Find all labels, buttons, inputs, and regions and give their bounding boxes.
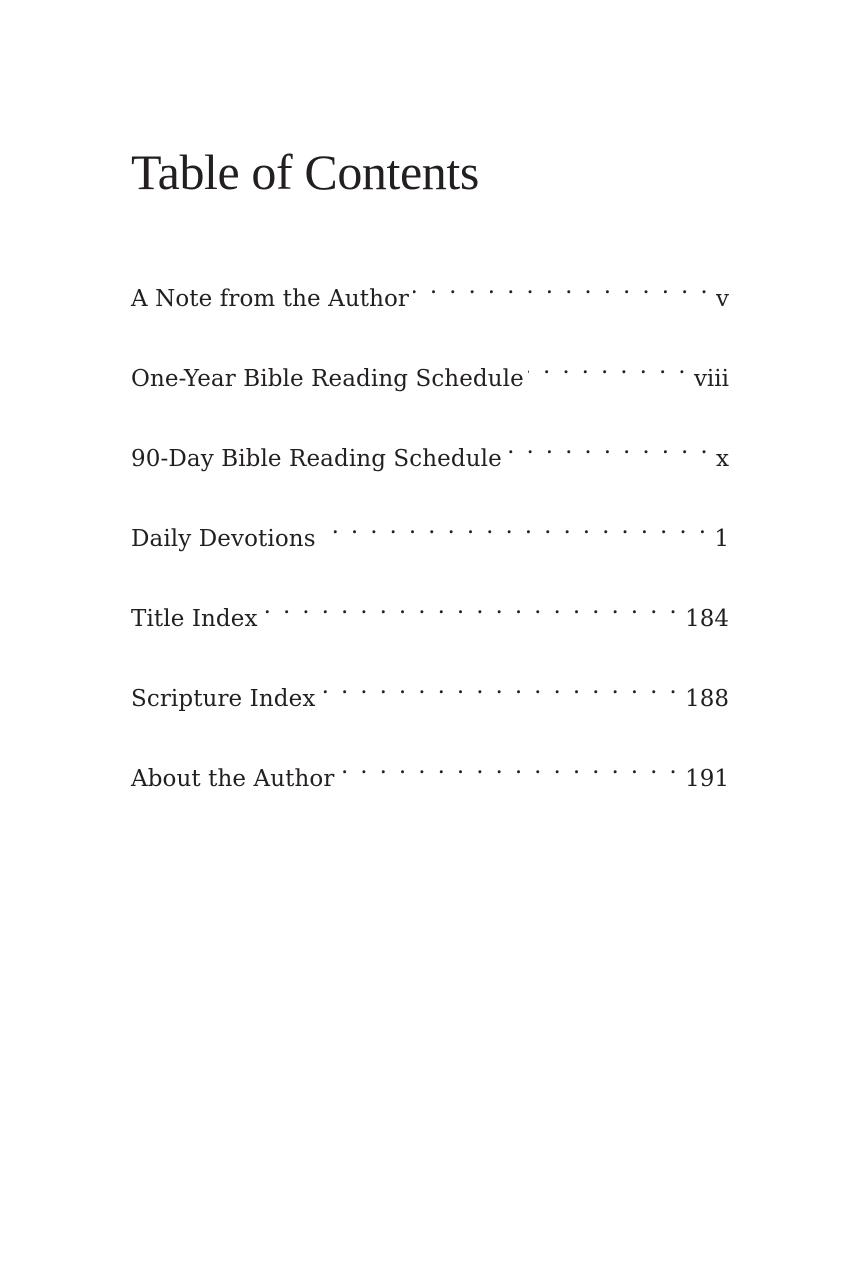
toc-entry-page-number: v <box>716 286 729 312</box>
toc-entry-label: One-Year Bible Reading Schedule <box>131 366 524 392</box>
dot-leader <box>262 586 680 626</box>
toc-entry-daily-devotions <box>131 506 729 586</box>
toc-entry-90-day-schedule <box>131 426 729 506</box>
toc-entry-label: Daily Devotions <box>131 526 316 552</box>
toc-entry-label: About the Author <box>131 766 335 792</box>
toc-entry-page-number: 184 <box>685 606 729 632</box>
toc-entry-page-number: 191 <box>685 766 729 792</box>
toc-entry-page-number: viii <box>693 366 729 392</box>
toc-entry-page-number: x <box>716 446 729 472</box>
dot-leader <box>338 746 679 786</box>
toc-list <box>131 266 729 826</box>
toc-entry-one-year-schedule <box>131 346 729 426</box>
dot-leader <box>413 266 710 306</box>
toc-entry-about-author <box>131 746 729 826</box>
dot-leader <box>320 506 709 546</box>
toc-entry-scripture-index <box>131 666 729 746</box>
toc-entry-label: Title Index <box>131 606 258 632</box>
page-title: Table of Contents <box>131 144 479 200</box>
dot-leader <box>319 666 679 706</box>
dot-leader <box>506 426 710 466</box>
toc-entry-title-index <box>131 586 729 666</box>
toc-entry-label: 90-Day Bible Reading Schedule <box>131 446 502 472</box>
toc-entry-label: Scripture Index <box>131 686 316 712</box>
dot-leader <box>528 346 688 386</box>
toc-entry-note-from-author <box>131 266 729 346</box>
toc-entry-label: A Note from the Author <box>131 286 410 312</box>
toc-entry-page-number: 1 <box>714 526 729 552</box>
toc-entry-page-number: 188 <box>685 686 729 712</box>
